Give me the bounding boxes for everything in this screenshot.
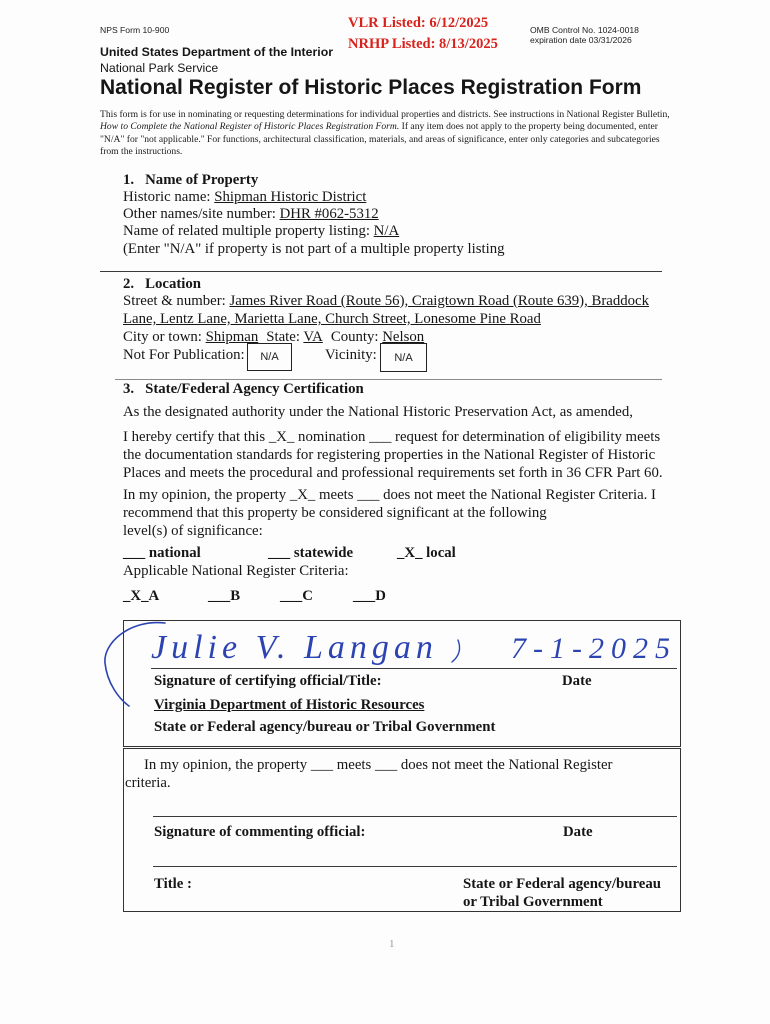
opinion-statement-line: recommend that this property be considered significant at the following xyxy=(123,505,547,521)
certify-statement-line: I hereby certify that this _X_ nomination ___ request for determination of eligibility meets xyxy=(123,429,661,445)
title-line xyxy=(153,866,677,867)
page-number: 1 xyxy=(389,938,395,950)
state-value: VA xyxy=(303,329,323,345)
omb-expiration-date: expiration date 03/31/2026 xyxy=(530,35,632,45)
vicinity-label: Vicinity: xyxy=(325,347,377,363)
related-listing-label: Name of related multiple property listing: xyxy=(123,223,370,239)
intro-line: from the instructions. xyxy=(100,146,183,157)
section-title: State/Federal Agency Certification xyxy=(145,381,364,397)
related-listing-value: N/A xyxy=(373,223,400,239)
state-label: State: xyxy=(266,329,300,345)
section-2-heading xyxy=(123,275,201,293)
street-row xyxy=(123,292,649,310)
certify-statement-line: the documentation standards for registering properties in the National Register of Historic xyxy=(123,447,656,463)
not-for-publication-label: Not For Publication: xyxy=(123,347,245,363)
signature-label: Signature of certifying official/Title: xyxy=(154,673,382,689)
criterion-d: ___D xyxy=(353,588,386,604)
street-value-continued: Lane, Lentz Lane, Marietta Lane, Church Street, Lonesome Pine Road xyxy=(123,311,541,327)
signature-line xyxy=(153,816,677,817)
significance-national: ___ national xyxy=(123,545,201,561)
handwritten-signature: Julie V. Langan xyxy=(151,629,438,666)
other-names-row xyxy=(123,205,379,223)
date-label: Date xyxy=(562,673,592,689)
omb-control-number: OMB Control No. 1024-0018 xyxy=(530,25,639,35)
signature-flourish xyxy=(95,605,485,715)
criteria-label: Applicable National Register Criteria: xyxy=(123,563,349,579)
signature-tail-stroke xyxy=(452,640,460,662)
significance-local: _X_ local xyxy=(397,545,456,561)
title-label: Title : xyxy=(154,876,192,892)
section-title: Name of Property xyxy=(145,172,259,188)
intro-text: If any item does not apply to the property being documented, enter xyxy=(399,121,658,132)
not-for-publication-box: N/A xyxy=(247,343,292,371)
criterion-a: _X_A xyxy=(123,588,160,604)
opinion-statement-line: level(s) of significance: xyxy=(123,523,263,539)
historic-name-value: Shipman Historic District xyxy=(214,189,367,205)
signature-loop-stroke xyxy=(105,623,165,706)
section-1-heading xyxy=(123,171,258,189)
agency-label: State or Federal agency/bureau or Tribal Government xyxy=(154,719,496,735)
vlr-listed-stamp: VLR Listed: 6/12/2025 xyxy=(348,15,489,31)
city-label: City or town: xyxy=(123,329,202,345)
section-number: 2. xyxy=(123,276,135,292)
certifying-agency-name: Virginia Department of Historic Resources xyxy=(154,697,425,713)
intro-line xyxy=(100,121,658,133)
section-title: Location xyxy=(145,276,202,292)
county-value: Nelson xyxy=(382,329,425,345)
commenting-opinion-line: criteria. xyxy=(125,775,171,791)
historic-name-label: Historic name: xyxy=(123,189,211,205)
significance-statewide: ___ statewide xyxy=(268,545,354,561)
form-title: National Register of Historic Places Registration Form xyxy=(100,76,642,99)
commenting-official-box xyxy=(123,748,681,912)
commenting-signature-label: Signature of commenting official: xyxy=(154,824,366,840)
agency-label: State or Federal agency/bureau xyxy=(463,876,661,892)
street-value: James River Road (Route 56), Craigtown Road (Route 639), Braddock xyxy=(229,293,650,309)
intro-line: "N/A" for "not applicable." For functions, architectural classification, materials, and areas of significance, enter only categories and subcategories xyxy=(100,134,660,145)
county-label: County: xyxy=(330,329,379,345)
other-names-value: DHR #062-5312 xyxy=(279,206,379,222)
opinion-statement-line: In my opinion, the property _X_ meets ___ does not meet the National Register Criteria. I xyxy=(123,487,656,503)
criterion-c: ___C xyxy=(280,588,313,604)
related-listing-row xyxy=(123,222,399,240)
vicinity-box: N/A xyxy=(380,343,427,372)
city-value: Shipman xyxy=(205,329,259,345)
commenting-opinion-line: In my opinion, the property ___ meets ___ does not meet the National Register xyxy=(144,757,613,773)
historic-name-row xyxy=(123,188,366,206)
section-3-heading xyxy=(123,380,364,398)
other-names-label: Other names/site number: xyxy=(123,206,276,222)
section-number: 3. xyxy=(123,381,135,397)
agency-label-continued: or Tribal Government xyxy=(463,894,603,910)
street-label: Street & number: xyxy=(123,293,226,309)
agency-name: National Park Service xyxy=(100,61,219,75)
bulletin-title: How to Complete the National Register of Historic Places Registration Form. xyxy=(100,121,400,132)
handwritten-date: 7-1-2025 xyxy=(511,632,677,665)
authority-statement: As the designated authority under the National Historic Preservation Act, as amended, xyxy=(123,404,633,420)
related-listing-note: (Enter "N/A" if property is not part of a multiple property listing xyxy=(123,241,505,257)
department-name: United States Department of the Interior xyxy=(100,45,333,59)
intro-line: This form is for use in nominating or requesting determinations for individual properties and districts. See instructions in National Register Bulletin, xyxy=(100,109,670,120)
certify-statement-line: Places and meets the procedural and professional requirements set forth in 36 CFR Part 60. xyxy=(123,465,663,481)
nrhp-listed-stamp: NRHP Listed: 8/13/2025 xyxy=(348,36,498,52)
date-label: Date xyxy=(563,824,593,840)
section-number: 1. xyxy=(123,172,135,188)
section-divider xyxy=(100,271,662,272)
form-number: NPS Form 10-900 xyxy=(100,25,170,35)
criterion-b: ___B xyxy=(208,588,241,604)
